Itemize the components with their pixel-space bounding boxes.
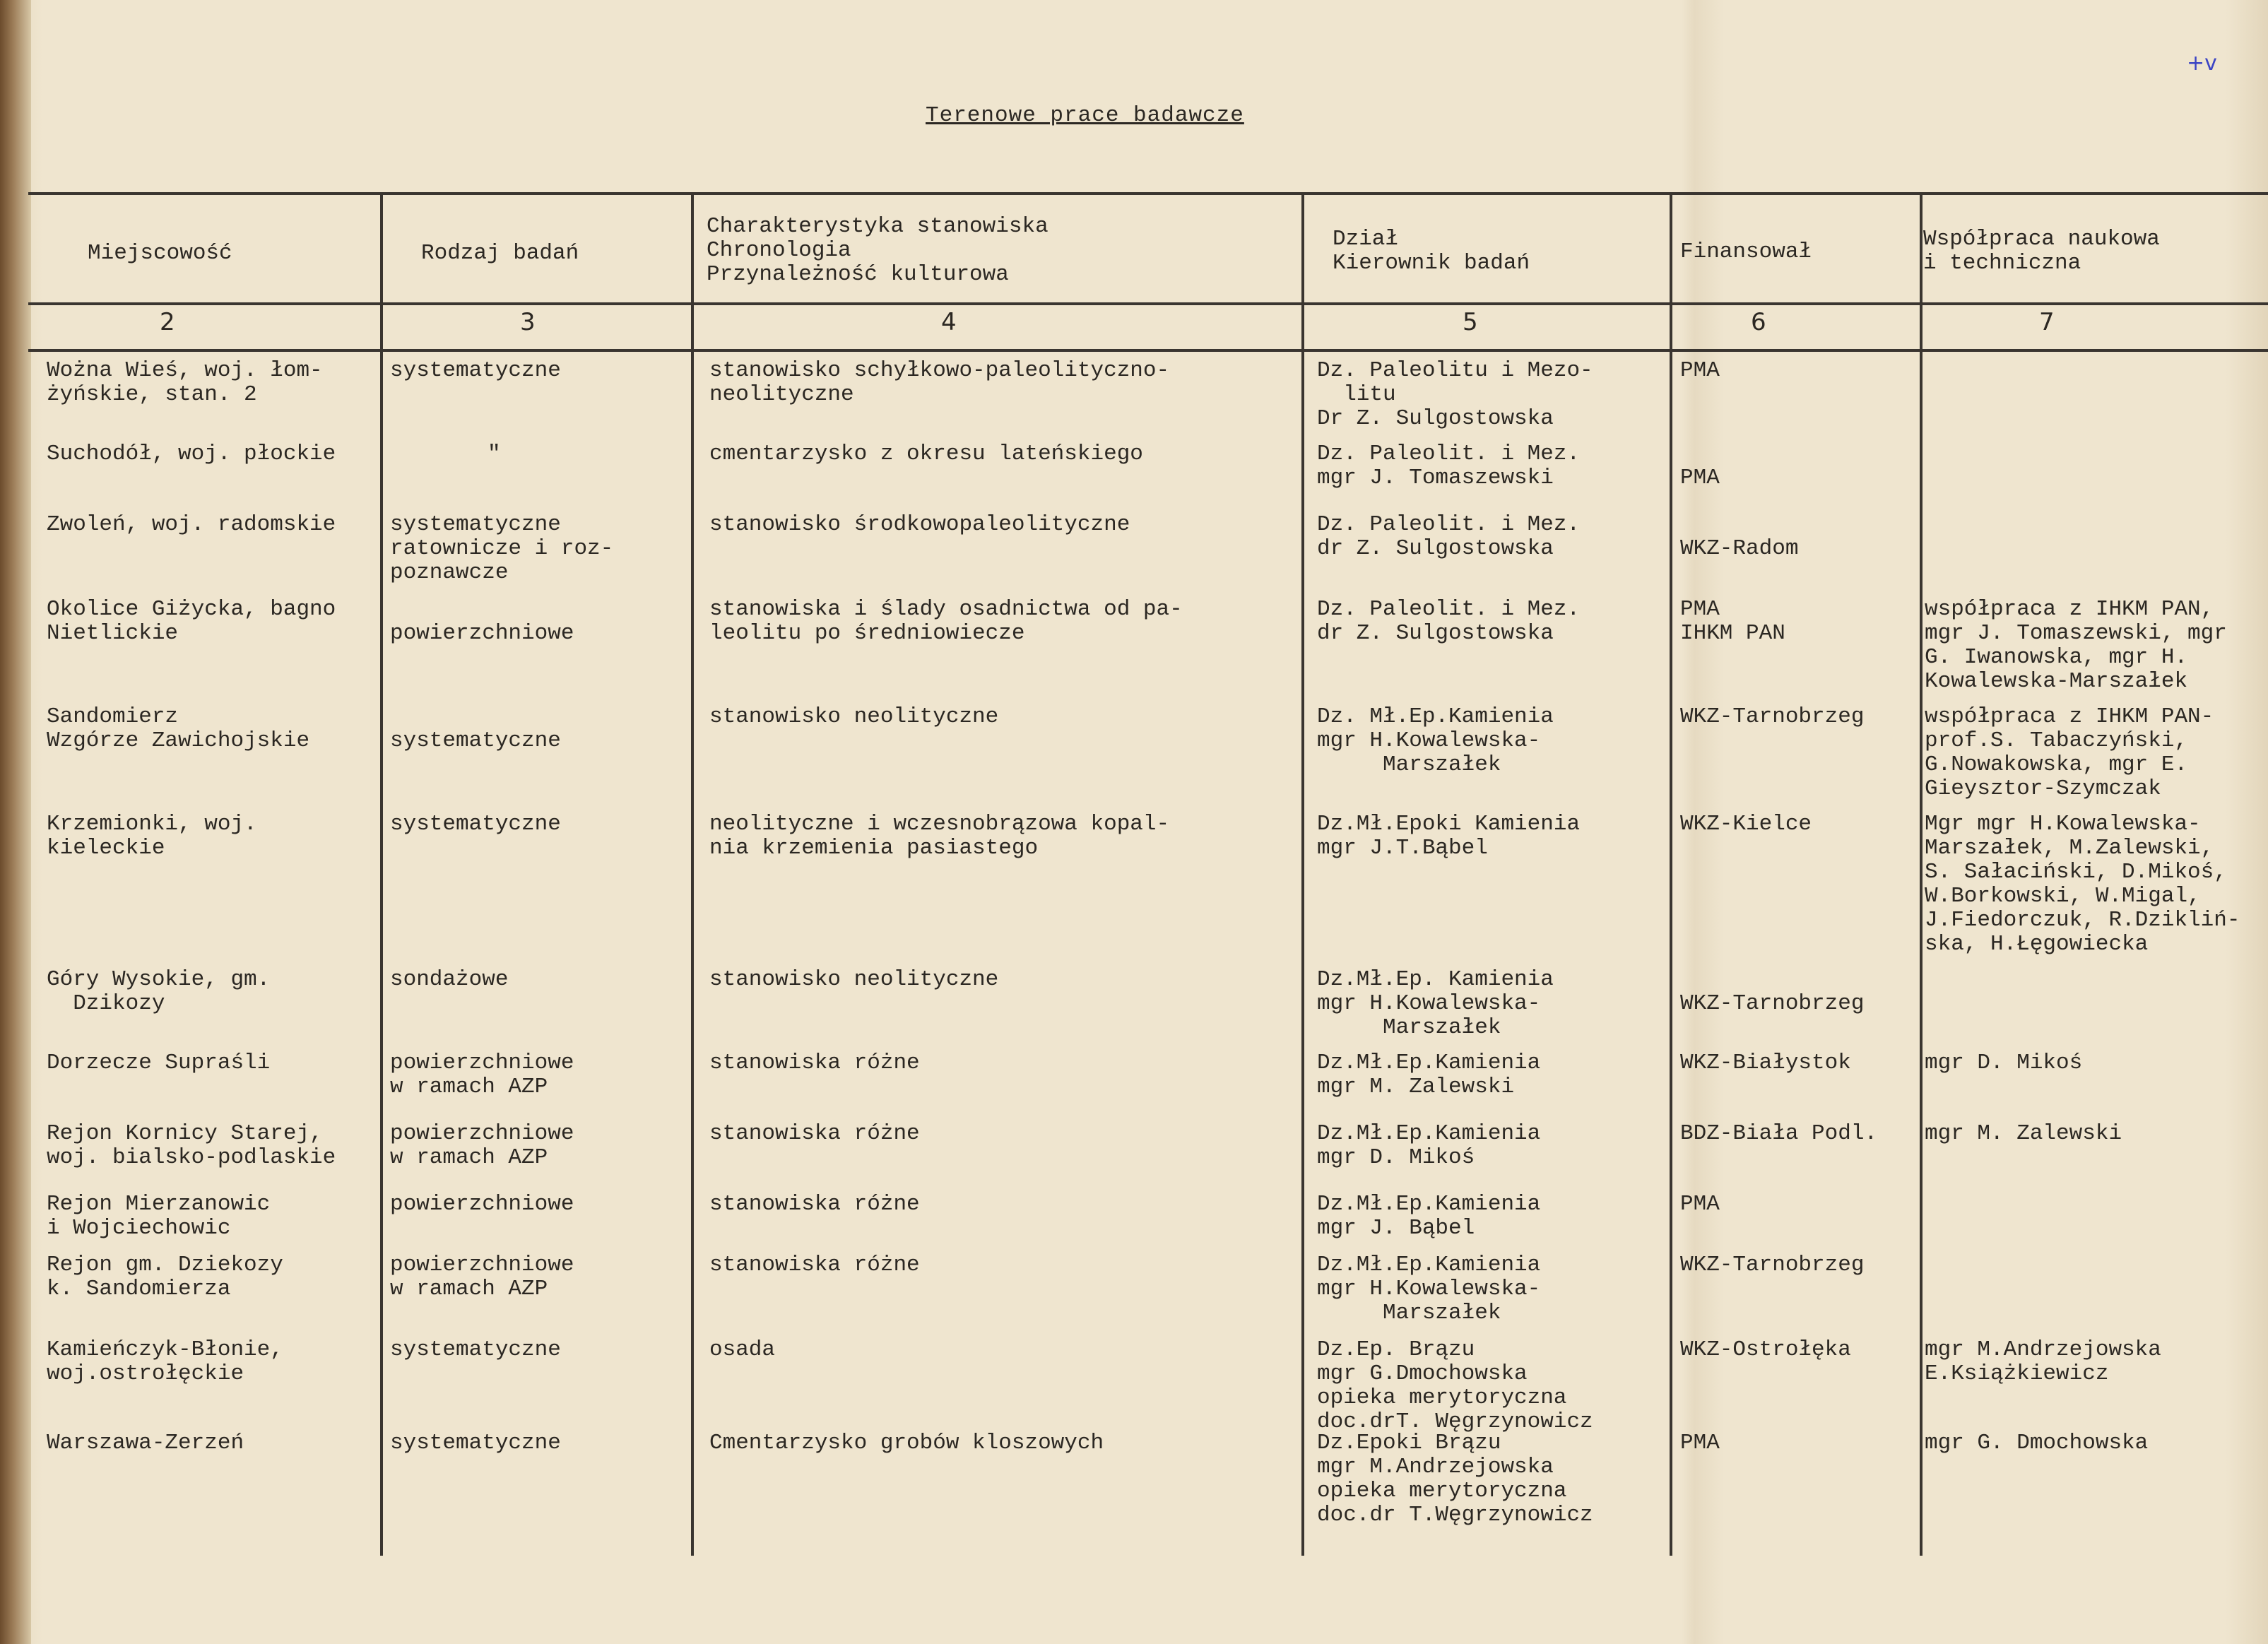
number-row-rule <box>28 349 2268 352</box>
cell-wspolpraca: mgr G. Dmochowska <box>1925 1431 2149 1455</box>
cell-miejscowosc: Rejon gm. Dziekozy k. Sandomierza <box>47 1253 283 1301</box>
cell-dzial: Dz.Mł.Ep.Kamienia mgr H.Kowalewska- Marszałek <box>1317 1253 1541 1325</box>
column-divider <box>380 192 383 1556</box>
column-divider <box>1301 192 1304 1556</box>
cell-miejscowosc: Dorzecze Supraśli <box>47 1051 271 1075</box>
cell-charakterystyka: stanowiska różne <box>709 1192 920 1217</box>
cell-dzial: Dz. Paleolit. i Mez. mgr J. Tomaszewski <box>1317 442 1581 490</box>
cell-dzial: Dz.Mł.Ep.Kamienia mgr M. Zalewski <box>1317 1051 1541 1099</box>
cell-finansowal: BDZ-Biała Podl. <box>1680 1121 1878 1146</box>
corner-mark: +v <box>2187 51 2217 76</box>
column-header-finansowal: Finansował <box>1680 239 1812 264</box>
cell-finansowal: PMA <box>1680 466 1720 490</box>
cell-rodzaj: powierzchniowe w ramach AZP <box>390 1253 574 1301</box>
cell-miejscowosc: Krzemionki, woj. kieleckie <box>47 812 257 861</box>
cell-rodzaj: powierzchniowe <box>390 1192 574 1217</box>
column-number: 7 <box>2039 308 2055 336</box>
cell-dzial: Dz.Ep. Brązu mgr G.Dmochowska opieka merytoryczna doc.drT. Węgrzynowicz <box>1317 1337 1593 1434</box>
cell-rodzaj: systematyczne <box>390 358 561 383</box>
cell-rodzaj: powierzchniowe w ramach AZP <box>390 1051 574 1099</box>
cell-charakterystyka: stanowiska różne <box>709 1253 920 1277</box>
cell-charakterystyka: stanowiska i ślady osadnictwa od pa- leolitu po średniowiecze <box>709 597 1183 646</box>
column-header-dzial: Dział Kierownik badań <box>1333 227 1530 276</box>
cell-miejscowosc: Warszawa-Zerzeń <box>47 1431 244 1455</box>
cell-miejscowosc: Suchodół, woj. płockie <box>47 442 336 466</box>
cell-rodzaj: sondażowe <box>390 967 509 992</box>
cell-charakterystyka: stanowisko środkowopaleolityczne <box>709 512 1130 537</box>
cell-charakterystyka: stanowisko neolityczne <box>709 704 999 729</box>
cell-finansowal: WKZ-Radom <box>1680 536 1799 561</box>
column-divider <box>691 192 694 1556</box>
cell-miejscowosc: Kamieńczyk-Błonie, woj.ostrołęckie <box>47 1337 283 1386</box>
column-divider <box>1920 192 1923 1556</box>
column-header-charakterystyka: Charakterystyka stanowiska Chronologia Przynależność kulturowa <box>707 214 1049 287</box>
cell-rodzaj: powierzchniowe <box>390 621 574 646</box>
cell-miejscowosc: Rejon Mierzanowic i Wojciechowic <box>47 1192 271 1241</box>
cell-finansowal: PMA <box>1680 358 1720 383</box>
cell-wspolpraca: mgr M. Zalewski <box>1925 1121 2122 1146</box>
cell-finansowal: WKZ-Tarnobrzeg <box>1680 704 1865 729</box>
cell-miejscowosc: Góry Wysokie, gm. Dzikozy <box>47 967 271 1016</box>
column-divider <box>1670 192 1672 1556</box>
cell-charakterystyka: stanowiska różne <box>709 1051 920 1075</box>
cell-miejscowosc: Rejon Kornicy Starej, woj. bialsko-podlaskie <box>47 1121 336 1170</box>
cell-miejscowosc: Sandomierz Wzgórze Zawichojskie <box>47 704 310 753</box>
cell-wspolpraca: mgr D. Mikoś <box>1925 1051 2083 1075</box>
cell-finansowal: PMA <box>1680 1192 1720 1217</box>
cell-dzial: Dz. Paleolitu i Mezo- litu Dr Z. Sulgostowska <box>1317 358 1593 431</box>
cell-finansowal: WKZ-Kielce <box>1680 812 1812 836</box>
cell-rodzaj: powierzchniowe w ramach AZP <box>390 1121 574 1170</box>
column-number: 6 <box>1751 308 1766 336</box>
cell-dzial: Dz. Paleolit. i Mez. dr Z. Sulgostowska <box>1317 512 1581 561</box>
cell-finansowal: PMA <box>1680 1431 1720 1455</box>
column-number: 4 <box>941 308 957 336</box>
book-binding <box>0 0 31 1644</box>
column-number: 2 <box>160 308 175 336</box>
cell-rodzaj: " <box>488 442 501 466</box>
cell-dzial: Dz.Mł.Ep.Kamienia mgr J. Bąbel <box>1317 1192 1541 1241</box>
cell-finansowal: WKZ-Tarnobrzeg <box>1680 1253 1865 1277</box>
cell-charakterystyka: cmentarzysko z okresu lateńskiego <box>709 442 1143 466</box>
cell-rodzaj: systematyczne <box>390 728 561 753</box>
page-title: Terenowe prace badawcze <box>926 103 1244 128</box>
cell-finansowal: PMA IHKM PAN <box>1680 597 1785 646</box>
column-header-rodzaj: Rodzaj badań <box>421 241 579 266</box>
cell-miejscowosc: Okolice Giżycka, bagno Nietlickie <box>47 597 336 646</box>
cell-charakterystyka: neolityczne i wczesnobrązowa kopal- nia krzemienia pasiastego <box>709 812 1170 861</box>
table-top-rule <box>28 192 2268 195</box>
cell-finansowal: WKZ-Tarnobrzeg <box>1680 991 1865 1016</box>
cell-charakterystyka: stanowisko neolityczne <box>709 967 999 992</box>
cell-rodzaj: systematyczne ratownicze i roz- poznawcze <box>390 512 614 585</box>
cell-wspolpraca: współpraca z IHKM PAN, mgr J. Tomaszewski, mgr G. Iwanowska, mgr H. Kowalewska-Marszałek <box>1925 597 2227 694</box>
cell-finansowal: WKZ-Białystok <box>1680 1051 1851 1075</box>
cell-charakterystyka: stanowiska różne <box>709 1121 920 1146</box>
cell-dzial: Dz.Mł.Ep. Kamienia mgr H.Kowalewska- Marszałek <box>1317 967 1554 1040</box>
cell-wspolpraca: współpraca z IHKM PAN- prof.S. Tabaczyński, G.Nowakowska, mgr E. Gieysztor-Szymczak <box>1925 704 2214 801</box>
column-number: 5 <box>1463 308 1478 336</box>
cell-rodzaj: systematyczne <box>390 1337 561 1362</box>
cell-rodzaj: systematyczne <box>390 812 561 836</box>
cell-rodzaj: systematyczne <box>390 1431 561 1455</box>
column-number: 3 <box>520 308 536 336</box>
column-header-wspolpraca: Współpraca naukowa i techniczna <box>1923 227 2160 276</box>
cell-wspolpraca: mgr M.Andrzejowska E.Książkiewicz <box>1925 1337 2161 1386</box>
cell-dzial: Dz. Paleolit. i Mez. dr Z. Sulgostowska <box>1317 597 1581 646</box>
cell-dzial: Dz. Mł.Ep.Kamienia mgr H.Kowalewska- Marszałek <box>1317 704 1554 777</box>
cell-dzial: Dz.Mł.Epoki Kamienia mgr J.T.Bąbel <box>1317 812 1581 861</box>
cell-miejscowosc: Zwoleń, woj. radomskie <box>47 512 336 537</box>
header-bottom-rule <box>28 302 2268 305</box>
cell-wspolpraca: Mgr mgr H.Kowalewska- Marszałek, M.Zalewski, S. Sałaciński, D.Mikoś, W.Borkowski, W.Migal, J.Fiedorczuk, R.Dzikliń- ska, H.Łęgowiecka <box>1925 812 2240 957</box>
cell-dzial: Dz.Epoki Brązu mgr M.Andrzejowska opieka merytoryczna doc.dr T.Węgrzynowicz <box>1317 1431 1593 1527</box>
cell-charakterystyka: osada <box>709 1337 776 1362</box>
cell-charakterystyka: stanowisko schyłkowo-paleolityczno- neolityczne <box>709 358 1170 407</box>
column-header-miejscowosc: Miejscowość <box>88 241 232 266</box>
cell-charakterystyka: Cmentarzysko grobów kloszowych <box>709 1431 1104 1455</box>
cell-miejscowosc: Wożna Wieś, woj. łom- żyńskie, stan. 2 <box>47 358 323 407</box>
cell-finansowal: WKZ-Ostrołęka <box>1680 1337 1851 1362</box>
cell-dzial: Dz.Mł.Ep.Kamienia mgr D. Mikoś <box>1317 1121 1541 1170</box>
